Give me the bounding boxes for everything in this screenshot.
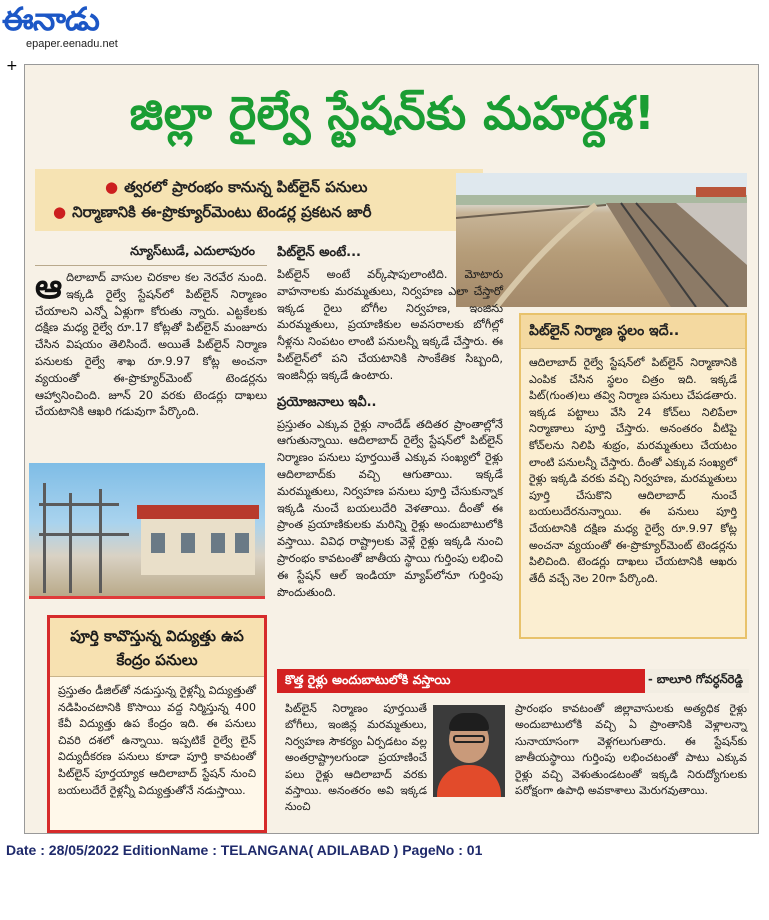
author-portrait: [433, 705, 505, 797]
building-window: [211, 533, 225, 553]
eenadu-logo: ఈనాడు: [2, 0, 99, 38]
zoom-plus-icon[interactable]: +: [6, 58, 18, 74]
pitline-heading: పిట్‌లైన్ అంటే...: [277, 245, 361, 260]
quote-author: - బాలూరి గోవర్ధన్‌రెడ్డి: [647, 672, 743, 686]
quote-banner: [277, 669, 749, 693]
pitline-text: పిట్‌లైన్ అంటే వర్క్‌షాపులాంటిది. మోటారు వాహనాలకు మరమ్మతులు, నిర్వహణ ఎలా చేస్తారో ఇక్కడ రైలు బోగీల నిర్వహణ, ఇంజిను మరమ్మతులు, ప్రయాణికుల అవసరాలకు బోగీల్లో నీళ్లను నింపటం లాంటి పనులన్నీ ఇక్కడే చేస్తారు. ఈ పిట్‌లైన్‌లో పని చేయటానికి సాంకేతిక సిబ్బంది, ఇంజినీర్లు ఇక్కడే ఉంటారు.: [277, 268, 503, 382]
tower-pole: [43, 483, 46, 593]
byline: న్యూస్‌టుడే, ఎదులాపురం: [35, 243, 267, 266]
portrait-glasses: [453, 735, 485, 743]
quote-banner-title: కొత్త రైళ్లు అందుబాటులోకి వస్తాయి: [285, 672, 451, 687]
tower-beam: [39, 503, 119, 506]
tower-beam: [39, 533, 129, 536]
page-headline: జిల్లా రైల్వే స్టేషన్‌కు మహర్దశ!: [129, 86, 656, 140]
quote-text-right: ప్రారంభం కావటంతో జిల్లావాసులకు అత్యధిక రైళ్లు అందుబాటులోకి వచ్చి ఏ ప్రాంతానికి వెళ్లాలన్నా సునాయాసంగా వెళ్లగలుగుతారు. ఈ స్టేషన్‌కు జాతీయస్థాయి గుర్తింపు లభించటంతో పాటు ఎక్కువ రైళ్లు వచ్చి వెళుతుండటంతో ఇక్కడి నిరుద్యోగులకు పరోక్షంగా ఉపాధి అవకాశాలు మెరుగవుతాయి.: [515, 702, 747, 798]
lead-paragraph: ఆదిలాబాద్ వాసుల చిరకాల కల నెరవేర నుంది. ఇక్కడి రైల్వే స్టేషన్‌లో పిట్‌లైన్ నిర్మాణం చేయాలని ఎన్నో ఏళ్లుగా కోరుతు న్నారు. ఎట్టకేలకు దక్షిణ మధ్య రైల్వే రూ.17 కోట్లతో పిట్‌లైన్ మంజూరు చేసిన విషయం తెలిసిందే. అయితే పిట్‌లైన్ నిర్మాణ పనులకు రైల్వే శాఖ రూ.9.97 కోట్ల అంచనా వ్యయంతో ఈ-ప్రొక్యూర్‌మెంట్ టెండర్లను ఆహ్వానించింది. జూన్ 20 వరకు టెండర్లు దాఖలు చేయటానికి ఆఖరి గడువుగా పేర్కొంది.: [35, 267, 267, 419]
subhead-box: [35, 169, 483, 231]
dropcap: ఆ: [35, 267, 63, 307]
site-heading: పిట్‌లైన్ నిర్మాణ స్థలం ఇదే..: [521, 315, 745, 349]
masthead: [2, 0, 152, 52]
quote-text-left: పిట్‌లైన్ నిర్మాణం పూర్తయితే బోగీలు, ఇంజిన్ల మరమ్మతులు, నిర్వహణ సౌకర్యం ఏర్పడటం వల్ల అంతర్రాష్ట్రాలగుండా ప్రయాణించే పలు రైళ్లు ఆదిలాబాద్ వరకు వస్తాయి. అనంతరం అవి ఇక్కడ నుంచి: [285, 702, 427, 814]
edition-date-line: Date : 28/05/2022 EditionName : TELANGANA( ADILABAD ) PageNo : 01: [6, 842, 483, 858]
subhead-2: ● నిర్మాణానికి ఈ-ప్రొక్యూర్‌మెంటు టెండర్ల ప్రకటన జారీ: [53, 203, 372, 221]
power-box-text: ప్రస్తుతం డీజిల్‌తో నడుస్తున్న రైళ్లన్నీ విద్యుత్తుతో నడిపించటానికి కొసాయి వద్ద నిర్మిస్తున్న 400 కేవీ విద్యుత్తు ఉప కేంద్రం ఇది. ఈ పనులు చివరి దశలో ఉన్నాయి. ఇప్పటికే రైల్వే లైన్ విద్యుదీకరణ పనులు కూడా పూర్తి కావటంతో పిట్‌లైన్ పూర్తయ్యాక ఆదిలాబాద్ స్టేషన్ నుంచి బయలుదేరే రైళ్లన్నీ విద్యుత్తుతోనే నడుస్తాయి.: [58, 684, 256, 797]
portrait-hair: [449, 713, 489, 731]
building-roof: [137, 505, 259, 519]
quote-column-left: [285, 701, 427, 816]
building-window: [151, 533, 165, 553]
quote-column-right: [515, 701, 747, 799]
benefits-text: ప్రస్తుతం ఎక్కువ రైళ్లు నాందేడ్ తదితర ప్రాంతాల్లోనే ఆగుతున్నాయి. ఆదిలాబాద్ రైల్వే స్టేషన్‌లో పిట్‌లైన్ నిర్మాణం పనులు పూర్తయితే ఎక్కువ సంఖ్యలో రైళ్లు ఆదిలాబాద్‌కు వచ్చి ఆగుతాయి. ఇక్కడే మరమ్మతులు, నిర్వహణ పనులు పూర్తి చేసుకున్నాక ఇక్కడి నుంచే బయలుదేరి వెళతాయి. దీంతో ఈ ప్రాంత ప్రయాణికులకు మరిన్ని రైళ్లు అందుబాటులోకి వస్తాయి. వివిధ రాష్ట్రాలకు వెళ్లే రైళ్లు ఇక్కడి నుంచి ప్రారంభం కావటంతో జాతీయ స్థాయి గుర్తింపు లభించి ఈ స్టేషన్ ఆల్ ఇండియా మ్యాప్‌లోనూ గుర్తింపు పొందుతుంది.: [277, 417, 503, 599]
subhead-1: ● త్వరలో ప్రారంభం కానున్న పిట్‌లైన్ పనులు: [105, 178, 368, 196]
building-body: [141, 519, 255, 575]
site-url[interactable]: epaper.eenadu.net: [26, 38, 118, 50]
news-clipping: [24, 64, 759, 834]
power-substation-box: [47, 615, 267, 833]
middle-column: [277, 243, 503, 611]
portrait-shirt: [437, 765, 501, 797]
substation-photo: [29, 463, 265, 599]
site-text: ఆదిలాబాద్ రైల్వే స్టేషన్‌లో పిట్‌లైన్ నిర్మాణానికి ఎంపిక చేసిన స్థలం చిత్రం ఇది. ఇక్కడే పిట్(గుంత)లు తవ్వి నిర్మాణ పనులు చేపడతారు. ఇక్కడ పట్టాలు వేసి 24 కోచ్‌లు నిలిపేలా నిర్మాణాలు పూర్తి చేస్తారు. అనంతరం వీటిపై కోచ్‌లను నిలిపి శుభ్రం, మరమ్మతులు చేయటం లాంటి పనులన్నీ చేస్తారు. దీంతో ఎక్కువ సంఖ్యలో రైళ్లు ఇక్కడి వరకు వచ్చి నిర్వహణ, మరమ్మతులు పూర్తి చేసుకొని ఆదిలాబాద్ నుంచే బయలుదేరనున్నాయి. ఈ పనులు పూర్తి చేయటానికి దక్షిణ మధ్య రైల్వే రూ.9.97 కోట్ల అంచనా వ్యయంతో ఈ-ప్రొక్యూర్‌మెంట్ టెండర్లను పిలిచింది. టెండర్లు దాఖలు చేయటానికి ఆఖరు తేదీ వచ్చే నెల 20గా పేర్కొంది.: [529, 356, 737, 585]
building-window: [181, 533, 195, 553]
bullet-icon: ●: [53, 203, 67, 221]
power-box-title: పూర్తి కావొస్తున్న విద్యుత్తు ఉప కేంద్రం పనులు: [50, 618, 264, 677]
site-caption-box: [519, 313, 747, 639]
benefits-heading: ప్రయోజనాలు ఇవీ..: [277, 394, 377, 410]
bullet-icon: ●: [105, 178, 119, 196]
building-window: [235, 533, 249, 553]
tower-pole: [69, 493, 72, 593]
lead-column: [35, 243, 267, 421]
